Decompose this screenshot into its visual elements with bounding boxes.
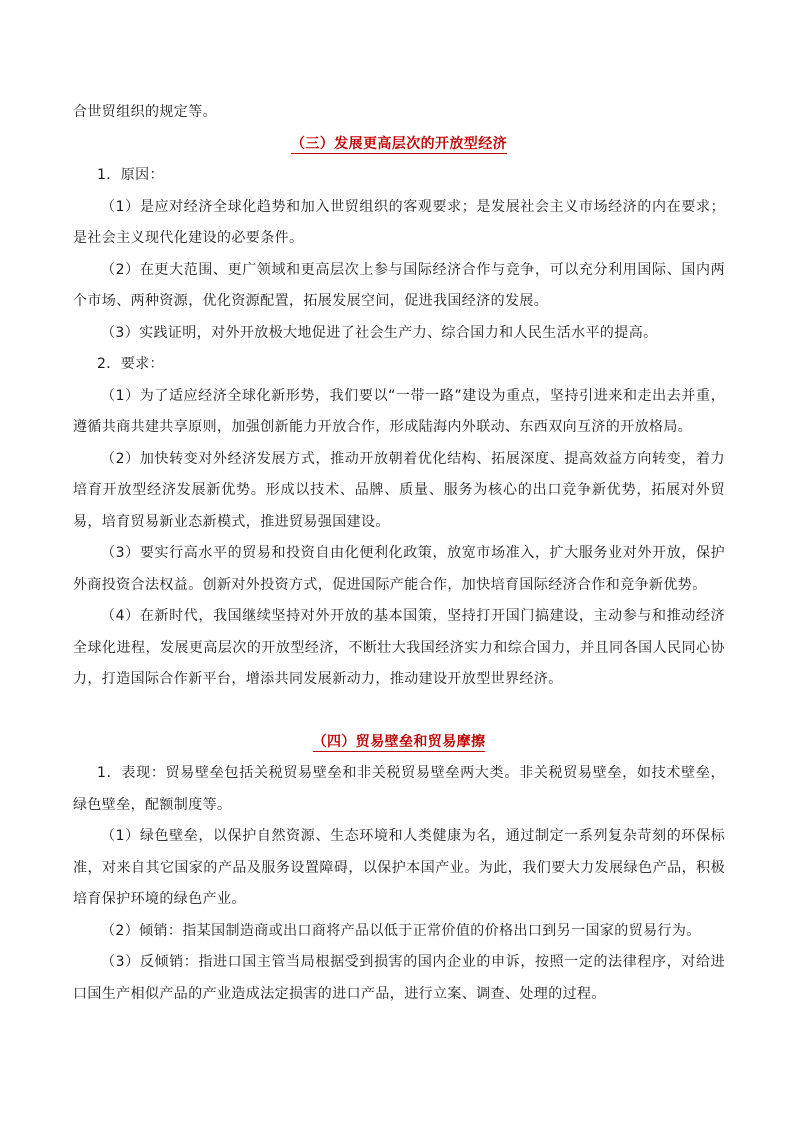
requirement-paragraph-3: （3）要实行高水平的贸易和投资自由化便利化政策，放宽市场准入，扩大服务业对外开放，保护外商投资合法权益。创新对外投资方式，促进国际产能合作，加快培育国际经济合作和竞争新优势。 (73, 545, 725, 593)
section-4-item-2: （2）倾销：指某国制造商或出口商将产品以低于正常价值的价格出口到另一国家的贸易行为。 (101, 922, 701, 939)
section-4-intro: 1．表现：贸易壁垒包括关税贸易壁垒和非关税贸易壁垒两大类。非关税贸易壁垒，如技术壁垒，绿色壁垒，配额制度等。 (73, 765, 725, 813)
section-4-item-1: （1）绿色壁垒，以保护自然资源、生态环境和人类健康为名，通过制定一系列复杂苛刻的环保标准，对来自其它国家的产品及服务设置障碍，以保护本国产业。为此，我们要大力发展绿色产品，积极培育保护环境的绿色产业。 (73, 828, 725, 907)
reason-paragraph-3: （3）实践证明，对外开放极大地促进了社会生产力、综合国力和人民生活水平的提高。 (101, 324, 658, 341)
reason-paragraph-2: （2）在更大范围、更广领域和更高层次上参与国际经济合作与竞争，可以充分利用国际、国内两个市场、两种资源，优化资源配置，拓展发展空间，促进我国经济的发展。 (73, 261, 725, 309)
section-3-title-text: （三）发展更高层次的开放型经济 (291, 135, 507, 152)
reason-heading: 1．原因： (97, 167, 164, 183)
requirement-paragraph-4: （4）在新时代，我国继续坚持对外开放的基本国策，坚持打开国门搞建设，主动参与和推动经济全球化进程，发展更高层次的开放型经济，不断壮大我国经济实力和综合国力，并且同各国人民同心协力，打造国际合作新平台，增添共同发展新动力，推动建设开放型世界经济。 (73, 608, 725, 687)
requirement-paragraph-2: （2）加快转变对外经济发展方式，推动开放朝着优化结构、拓展深度、提高效益方向转变，着力培育开放型经济发展新优势。形成以技术、品牌、质量、服务为核心的出口竞争新优势，拓展对外贸易，培育贸易新业态新模式，推进贸易强国建设。 (73, 450, 725, 530)
document-body (73, 97, 725, 1010)
section-spacer (73, 696, 725, 727)
requirement-heading: 2．要求： (97, 356, 164, 372)
continuation-paragraph: 合世贸组织的规定等。 (73, 104, 217, 120)
section-4-title-text: （四）贸易壁垒和贸易摩擦 (312, 733, 486, 750)
requirement-paragraph-1: （1）为了适应经济全球化新形势，我们要以“一带一路”建设为重点，坚持引进来和走出去并重，遵循共商共建共享原则，加强创新能力开放合作，形成陆海内外联动、东西双向互济的开放格局。 (73, 387, 725, 435)
section-4-item-3: （3）反倾销：指进口国主管当局根据受到损害的国内企业的申诉，按照一定的法律程序，对给进口国生产相似产品的产业造成法定损害的进口产品，进行立案、调查、处理的过程。 (73, 954, 725, 1002)
section-3-title (73, 129, 725, 161)
reason-paragraph-1: （1）是应对经济全球化趋势和加入世贸组织的客观要求；是发展社会主义市场经济的内在要求；是社会主义现代化建设的必要条件。 (73, 198, 725, 246)
section-4-title (73, 727, 725, 759)
